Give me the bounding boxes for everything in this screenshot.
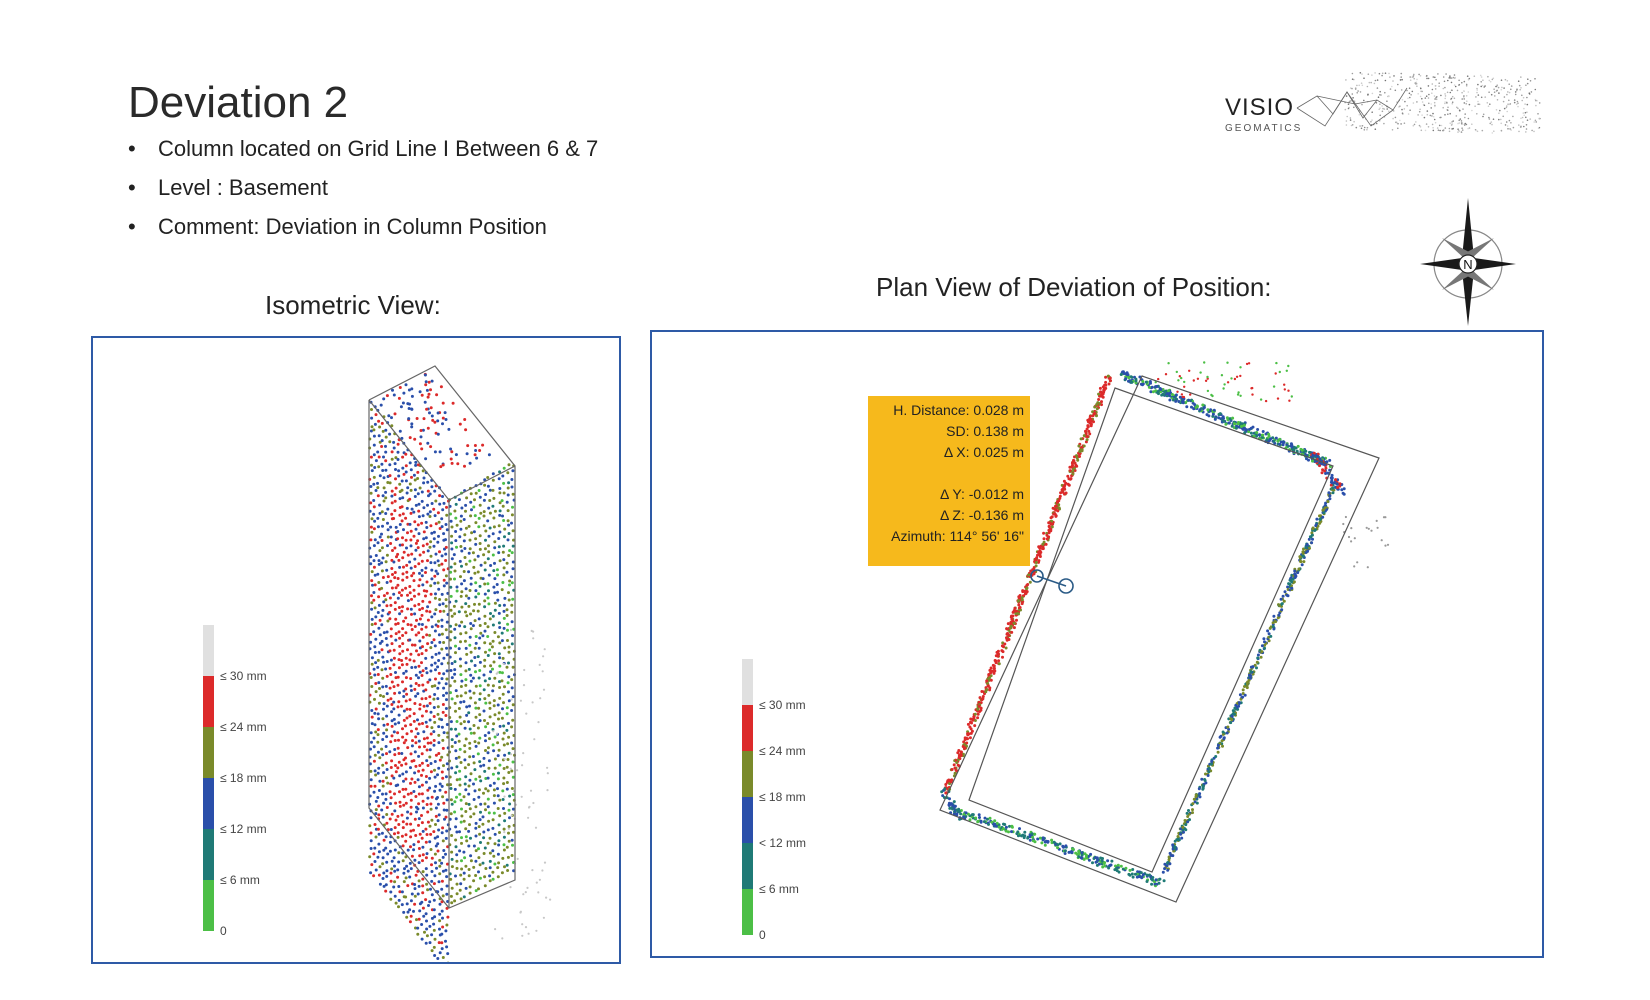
dy-label: Δ Y: -0.012 m bbox=[939, 486, 1024, 502]
bullet-item: • Comment: Deviation in Column Position bbox=[128, 214, 598, 240]
legend-label: ≤ 24 mm bbox=[759, 744, 806, 758]
deviation-color-scale bbox=[742, 659, 806, 942]
legend-label: ≤ 6 mm bbox=[220, 873, 260, 887]
plan-heading: Plan View of Deviation of Position: bbox=[876, 272, 1272, 302]
legend-label: < 12 mm bbox=[759, 836, 807, 850]
isometric-heading: Isometric View: bbox=[265, 290, 441, 320]
slide-title: Deviation 2 bbox=[128, 78, 349, 127]
azimuth-label: Azimuth: 114° 56' 16" bbox=[891, 528, 1024, 544]
compass-north-label: N bbox=[1463, 257, 1473, 272]
dz-label: Δ Z: -0.136 m bbox=[939, 507, 1024, 523]
company-logo bbox=[1225, 66, 1545, 148]
legend-label: ≤ 18 mm bbox=[759, 790, 806, 804]
bullet-item: • Level : Basement bbox=[128, 175, 598, 201]
legend-label: ≤ 30 mm bbox=[220, 669, 267, 683]
plan-view-panel bbox=[650, 330, 1544, 958]
sd-label: SD: 0.138 m bbox=[946, 423, 1024, 439]
plan-point-cloud bbox=[652, 332, 1542, 956]
legend-label: ≤ 24 mm bbox=[220, 720, 267, 734]
legend-label: ≤ 12 mm bbox=[220, 822, 267, 836]
bullet-item: • Column located on Grid Line I Between 6 & 7 bbox=[128, 136, 598, 162]
legend-label: ≤ 18 mm bbox=[220, 771, 267, 785]
legend-label: 0 bbox=[759, 928, 766, 942]
legend-label: 0 bbox=[220, 924, 227, 938]
bullet-list bbox=[128, 136, 598, 253]
isometric-view-panel bbox=[91, 336, 621, 964]
legend-label: ≤ 30 mm bbox=[759, 698, 806, 712]
dx-label: Δ X: 0.025 m bbox=[943, 444, 1024, 460]
isometric-point-cloud bbox=[93, 338, 619, 962]
deviation-color-scale bbox=[203, 625, 267, 938]
logo-subtitle: GEOMATICS bbox=[1225, 123, 1303, 134]
compass-rose-icon bbox=[1418, 196, 1522, 328]
legend-label: ≤ 6 mm bbox=[759, 882, 799, 896]
measurement-marker bbox=[1031, 570, 1073, 593]
h-distance-label: H. Distance: 0.028 m bbox=[893, 402, 1024, 418]
measurement-tooltip bbox=[868, 396, 1030, 566]
logo-word: VISIO bbox=[1225, 94, 1295, 121]
